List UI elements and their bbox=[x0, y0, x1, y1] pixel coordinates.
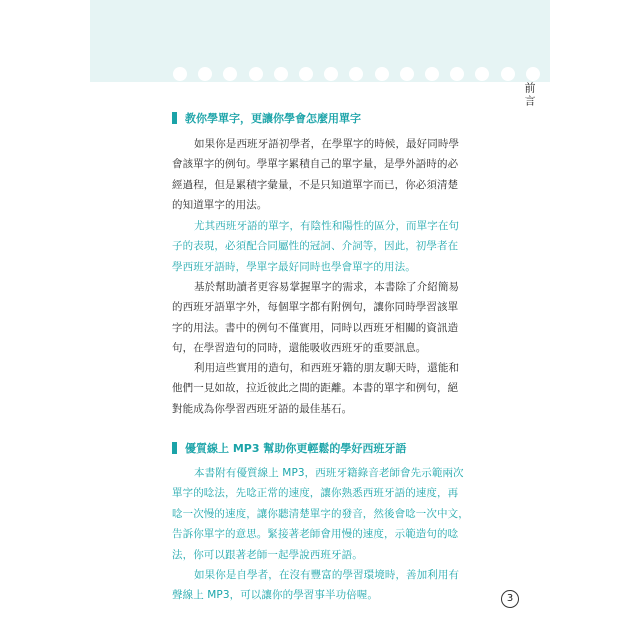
section-heading-vocabulary bbox=[172, 110, 512, 126]
heading-text: 教你學單字，更讓你學會怎麼用單字 bbox=[185, 112, 361, 125]
text-line: 經過程，但是累積字彙量，不是只知道單字而已，你必須清楚 bbox=[172, 178, 459, 191]
binder-hole-icon bbox=[173, 67, 187, 81]
text-line: 本書附有優質線上 MP3，西班牙籍錄音老師會先示範兩次 bbox=[194, 467, 464, 479]
text-line: 單字的唸法，先唸正常的速度，讓你熟悉西班牙語的速度，再 bbox=[172, 487, 459, 500]
text-line: 學西班牙語時，學單字最好同時也學會單字的用法。 bbox=[172, 260, 416, 273]
text-line: 句，在學習造句的同時，還能吸收西班牙的重要訊息。 bbox=[172, 342, 427, 355]
paragraph bbox=[172, 358, 488, 419]
text-line: 如果你是西班牙語初學者，在學單字的時候，最好同時學 bbox=[194, 138, 460, 150]
binder-hole-icon bbox=[249, 67, 263, 81]
page-number: 3 bbox=[501, 590, 519, 608]
text-line: 尤其西班牙語的單字，有陰性和陽性的區分，而單字在句 bbox=[194, 220, 460, 232]
binder-hole-icon bbox=[501, 67, 515, 81]
binder-hole-icon bbox=[425, 67, 439, 81]
text-line: 唸一次慢的速度，讓你聽清楚單字的發音，然後會唸一次中文， bbox=[172, 507, 469, 520]
binder-hole-icon bbox=[274, 67, 288, 81]
text-line: 如果你是自學者，在沒有豐富的學習環境時，善加利用有 bbox=[194, 569, 460, 581]
paragraph-highlight bbox=[172, 463, 488, 565]
text-line: 會該單字的例句。學單字累積自己的單字量，是學外語時的必 bbox=[172, 158, 459, 171]
heading-bar-icon bbox=[172, 442, 177, 454]
text-line: 的西班牙語單字外，每個單字都有附例句，讓你同時學習該單 bbox=[172, 301, 459, 314]
heading-text: 優質線上 MP3 幫助你更輕鬆的學好西班牙語 bbox=[185, 442, 407, 455]
text-line: 字的用法。書中的例句不僅實用，同時以西班牙相關的資訊造 bbox=[172, 321, 459, 334]
binder-hole-icon bbox=[375, 67, 389, 81]
text-line: 對能成為你學習西班牙語的最佳基石。 bbox=[172, 402, 353, 415]
paragraph-highlight bbox=[172, 216, 488, 277]
text-line: 子的表現，必須配合同屬性的冠詞、介詞等，因此，初學者在 bbox=[172, 240, 459, 253]
text-line: 聲線上 MP3，可以讓你的學習事半功倍喔。 bbox=[172, 589, 379, 602]
side-label: 前言 bbox=[523, 82, 536, 108]
paragraph-highlight bbox=[172, 565, 488, 606]
binder-hole-icon bbox=[299, 67, 313, 81]
binder-hole-icon bbox=[400, 67, 414, 81]
paragraph bbox=[172, 134, 488, 216]
text-line: 他們一見如故，拉近彼此之間的距離。本書的單字和例句，絕 bbox=[172, 382, 459, 395]
binder-hole-icon bbox=[526, 67, 540, 81]
text-line: 法，你可以跟著老師一起學說西班牙語。 bbox=[172, 548, 363, 561]
section-heading-mp3 bbox=[172, 440, 512, 456]
text-line: 的知道單字的用法。 bbox=[172, 199, 268, 212]
heading-bar-icon bbox=[172, 112, 177, 124]
text-line: 利用這些實用的造句，和西班牙籍的朋友聊天時，還能和 bbox=[194, 362, 460, 374]
paragraph bbox=[172, 277, 488, 359]
text-line: 基於幫助讀者更容易掌握單字的需求，本書除了介紹簡易 bbox=[194, 281, 460, 293]
text-line: 告訴你單字的意思。緊接著老師會用慢的速度，示範造句的唸 bbox=[172, 528, 459, 541]
